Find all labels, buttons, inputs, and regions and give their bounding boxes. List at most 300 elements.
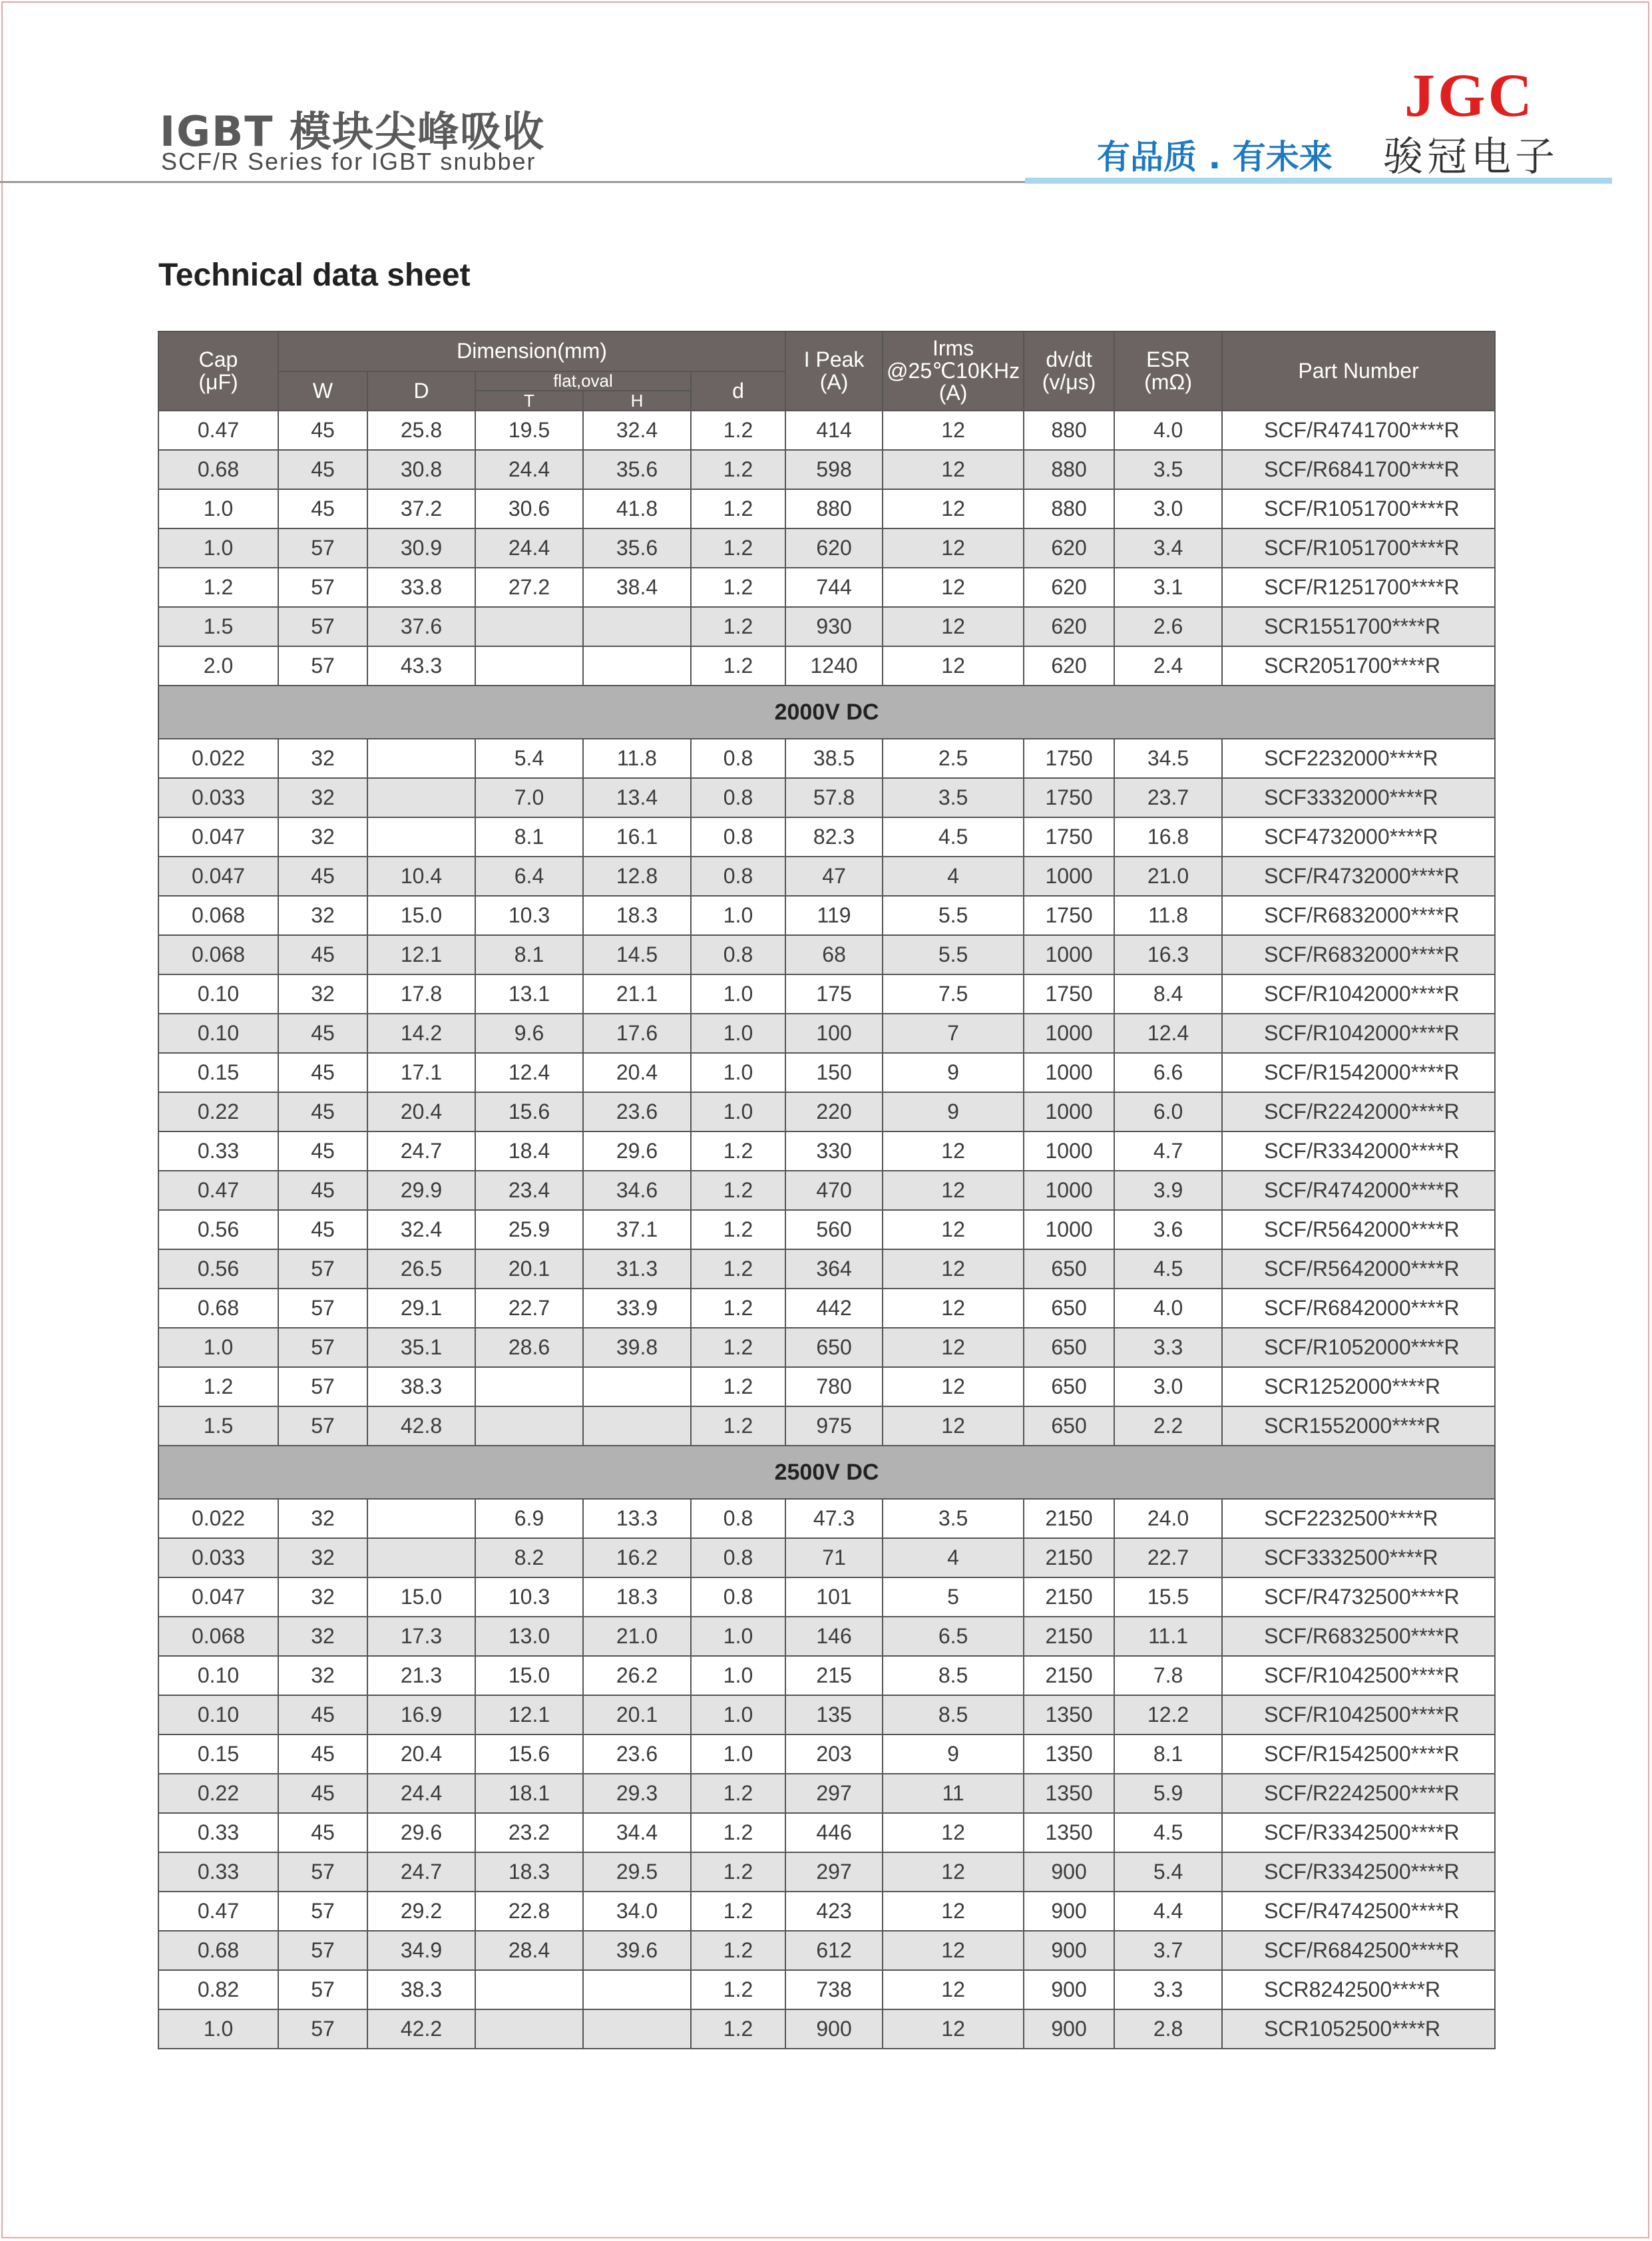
- cell-lead-d: 1.0: [691, 1014, 785, 1053]
- cell-irms: 4: [883, 1538, 1024, 1577]
- cell-lead-d: 0.8: [691, 935, 785, 974]
- cell-t: [475, 1970, 583, 2009]
- cell-h: 26.2: [583, 1656, 691, 1695]
- cell-cap: 0.15: [158, 1053, 278, 1092]
- cell-irms: 6.5: [883, 1617, 1024, 1656]
- cell-lead-d: 1.2: [691, 1131, 785, 1171]
- cell-lead-d: 1.0: [691, 1695, 785, 1734]
- cell-dvdt: 1750: [1024, 817, 1114, 857]
- cell-ipeak: 100: [785, 1014, 883, 1053]
- cell-ipeak: 135: [785, 1695, 883, 1734]
- cell-ipeak: 930: [785, 607, 883, 646]
- cell-t: 19.5: [475, 411, 583, 450]
- cell-cap: 1.2: [158, 568, 278, 607]
- cell-ipeak: 330: [785, 1131, 883, 1171]
- cell-cap: 0.022: [158, 1499, 278, 1538]
- cell-ipeak: 446: [785, 1813, 883, 1852]
- cell-cap: 0.068: [158, 1617, 278, 1656]
- cell-h: [583, 2009, 691, 2049]
- cell-lead-d: 1.2: [691, 607, 785, 646]
- cell-part-number: SCF/R1542000****R: [1222, 1053, 1495, 1092]
- col-part-number: Part Number: [1222, 331, 1495, 411]
- col-dvdt: [1024, 331, 1114, 411]
- cell-esr: 16.8: [1114, 817, 1222, 857]
- cell-d: 30.9: [367, 528, 475, 568]
- cell-t: 22.8: [475, 1892, 583, 1931]
- cell-part-number: SCF/R1052000****R: [1222, 1328, 1495, 1367]
- cell-cap: 2.0: [158, 646, 278, 686]
- cell-cap: 0.33: [158, 1852, 278, 1892]
- col-t: T: [475, 391, 583, 411]
- cell-esr: 3.0: [1114, 1367, 1222, 1406]
- catalog-subtitle: SCF/R Series for IGBT snubber: [161, 148, 536, 175]
- cell-lead-d: 1.0: [691, 1053, 785, 1092]
- cell-cap: 0.10: [158, 1695, 278, 1734]
- cell-cap: 0.68: [158, 450, 278, 489]
- cell-ipeak: 650: [785, 1328, 883, 1367]
- cell-irms: 3.5: [883, 778, 1024, 817]
- cell-irms: 2.5: [883, 739, 1024, 778]
- cell-dvdt: 1750: [1024, 739, 1114, 778]
- cell-d: 29.2: [367, 1892, 475, 1931]
- cell-d: 29.6: [367, 1813, 475, 1852]
- cell-irms: 12: [883, 1970, 1024, 2009]
- col-irms: [883, 331, 1024, 411]
- cell-w: 32: [278, 739, 367, 778]
- cell-dvdt: 1000: [1024, 1014, 1114, 1053]
- cell-w: 32: [278, 1617, 367, 1656]
- cell-t: [475, 1367, 583, 1406]
- cell-w: 57: [278, 1249, 367, 1289]
- cell-esr: 23.7: [1114, 778, 1222, 817]
- table-row: [158, 1014, 1495, 1053]
- cell-d: 38.3: [367, 1367, 475, 1406]
- cell-h: 32.4: [583, 411, 691, 450]
- cell-cap: 0.15: [158, 1734, 278, 1774]
- cell-esr: 4.5: [1114, 1813, 1222, 1852]
- cell-esr: 22.7: [1114, 1538, 1222, 1577]
- col-h: H: [583, 391, 691, 411]
- cell-esr: 15.5: [1114, 1577, 1222, 1617]
- cell-irms: 12: [883, 1813, 1024, 1852]
- cell-d: 16.9: [367, 1695, 475, 1734]
- cell-part-number: SCF/R1051700****R: [1222, 528, 1495, 568]
- cell-d: [367, 1499, 475, 1538]
- cell-h: 16.2: [583, 1538, 691, 1577]
- table-row: [158, 1131, 1495, 1171]
- cell-esr: 6.0: [1114, 1092, 1222, 1131]
- cell-h: 13.3: [583, 1499, 691, 1538]
- cell-cap: 0.47: [158, 411, 278, 450]
- cell-part-number: SCF/R4742000****R: [1222, 1171, 1495, 1210]
- cell-ipeak: 612: [785, 1931, 883, 1970]
- cell-lead-d: 1.2: [691, 1774, 785, 1813]
- cell-t: 23.2: [475, 1813, 583, 1852]
- cell-dvdt: 1000: [1024, 935, 1114, 974]
- cell-d: 34.9: [367, 1931, 475, 1970]
- cell-esr: 4.0: [1114, 411, 1222, 450]
- cell-ipeak: 175: [785, 974, 883, 1014]
- cell-lead-d: 1.2: [691, 450, 785, 489]
- cell-esr: 8.1: [1114, 1734, 1222, 1774]
- table-row: [158, 2009, 1495, 2049]
- cell-esr: 3.6: [1114, 1210, 1222, 1249]
- cell-w: 45: [278, 1210, 367, 1249]
- cell-esr: 3.7: [1114, 1931, 1222, 1970]
- cell-cap: 0.56: [158, 1249, 278, 1289]
- cell-d: [367, 778, 475, 817]
- cell-dvdt: 900: [1024, 1931, 1114, 1970]
- cell-esr: 16.3: [1114, 935, 1222, 974]
- cell-part-number: SCF/R6832000****R: [1222, 935, 1495, 974]
- cell-w: 57: [278, 1892, 367, 1931]
- cell-t: 5.4: [475, 739, 583, 778]
- cell-h: 39.6: [583, 1931, 691, 1970]
- cell-d: 26.5: [367, 1249, 475, 1289]
- cell-dvdt: 1000: [1024, 1210, 1114, 1249]
- cell-esr: 3.0: [1114, 489, 1222, 528]
- cell-esr: 8.4: [1114, 974, 1222, 1014]
- cell-t: 7.0: [475, 778, 583, 817]
- cell-t: 24.4: [475, 450, 583, 489]
- cell-ipeak: 975: [785, 1406, 883, 1446]
- cell-esr: 7.8: [1114, 1656, 1222, 1695]
- cell-d: 43.3: [367, 646, 475, 686]
- cell-esr: 2.2: [1114, 1406, 1222, 1446]
- cell-cap: 0.56: [158, 1210, 278, 1249]
- cell-ipeak: 442: [785, 1289, 883, 1328]
- table-row: [158, 411, 1495, 450]
- cell-d: [367, 1538, 475, 1577]
- cell-dvdt: 880: [1024, 411, 1114, 450]
- table-row: [158, 1813, 1495, 1852]
- cell-lead-d: 1.2: [691, 1171, 785, 1210]
- cell-cap: 0.047: [158, 817, 278, 857]
- col-cap-unit: (μF): [198, 369, 238, 394]
- cell-lead-d: 1.2: [691, 411, 785, 450]
- cell-lead-d: 1.2: [691, 1852, 785, 1892]
- cell-d: 20.4: [367, 1734, 475, 1774]
- cell-part-number: SCF2232500****R: [1222, 1499, 1495, 1538]
- voltage-section-label: 2500V DC: [158, 1446, 1495, 1499]
- cell-dvdt: 2150: [1024, 1538, 1114, 1577]
- cell-esr: 21.0: [1114, 857, 1222, 896]
- cell-w: 57: [278, 1328, 367, 1367]
- table-row: [158, 1656, 1495, 1695]
- cell-part-number: SCF/R2242000****R: [1222, 1092, 1495, 1131]
- cell-w: 57: [278, 607, 367, 646]
- cell-w: 57: [278, 528, 367, 568]
- cell-dvdt: 1000: [1024, 857, 1114, 896]
- cell-h: [583, 1367, 691, 1406]
- cell-part-number: SCF/R3342000****R: [1222, 1131, 1495, 1171]
- cell-h: 21.0: [583, 1617, 691, 1656]
- cell-irms: 12: [883, 1171, 1024, 1210]
- cell-dvdt: 900: [1024, 1970, 1114, 2009]
- cell-esr: 6.6: [1114, 1053, 1222, 1092]
- cell-irms: 12: [883, 411, 1024, 450]
- cell-irms: 12: [883, 1367, 1024, 1406]
- cell-irms: 9: [883, 1734, 1024, 1774]
- cell-d: 15.0: [367, 1577, 475, 1617]
- cell-cap: 0.068: [158, 935, 278, 974]
- cell-esr: 24.0: [1114, 1499, 1222, 1538]
- cell-h: 34.0: [583, 1892, 691, 1931]
- cell-cap: 1.5: [158, 1406, 278, 1446]
- cell-part-number: SCF/R4732000****R: [1222, 857, 1495, 896]
- cell-w: 32: [278, 1499, 367, 1538]
- cell-lead-d: 1.2: [691, 1892, 785, 1931]
- cell-t: 10.3: [475, 896, 583, 935]
- cell-ipeak: 738: [785, 1970, 883, 2009]
- cell-d: [367, 817, 475, 857]
- cell-esr: 5.9: [1114, 1774, 1222, 1813]
- table-row: [158, 1774, 1495, 1813]
- cell-dvdt: 650: [1024, 1406, 1114, 1446]
- cell-lead-d: 1.2: [691, 1289, 785, 1328]
- col-ipeak: [785, 331, 883, 411]
- cell-h: 18.3: [583, 1577, 691, 1617]
- cell-part-number: SCF/R6842500****R: [1222, 1931, 1495, 1970]
- cell-dvdt: 1000: [1024, 1092, 1114, 1131]
- cell-t: 13.0: [475, 1617, 583, 1656]
- cell-dvdt: 2150: [1024, 1499, 1114, 1538]
- cell-w: 57: [278, 1970, 367, 2009]
- cell-part-number: SCF/R3342500****R: [1222, 1813, 1495, 1852]
- cell-w: 57: [278, 646, 367, 686]
- cell-t: 10.3: [475, 1577, 583, 1617]
- cell-ipeak: 598: [785, 450, 883, 489]
- cell-part-number: SCR1252000****R: [1222, 1367, 1495, 1406]
- cell-irms: 12: [883, 450, 1024, 489]
- cell-part-number: SCF/R6832000****R: [1222, 896, 1495, 935]
- cell-ipeak: 297: [785, 1774, 883, 1813]
- cell-d: 24.7: [367, 1131, 475, 1171]
- cell-h: [583, 607, 691, 646]
- cell-w: 45: [278, 935, 367, 974]
- cell-h: 17.6: [583, 1014, 691, 1053]
- cell-part-number: SCF4732000****R: [1222, 817, 1495, 857]
- cell-ipeak: 1240: [785, 646, 883, 686]
- cell-ipeak: 82.3: [785, 817, 883, 857]
- col-cap: [158, 331, 278, 411]
- cell-lead-d: 1.2: [691, 1406, 785, 1446]
- cell-esr: 4.5: [1114, 1249, 1222, 1289]
- cell-lead-d: 1.2: [691, 646, 785, 686]
- cell-t: 15.6: [475, 1734, 583, 1774]
- cell-dvdt: 1350: [1024, 1695, 1114, 1734]
- table-row: [158, 1852, 1495, 1892]
- cell-irms: 12: [883, 646, 1024, 686]
- cell-irms: 7.5: [883, 974, 1024, 1014]
- cell-esr: 5.4: [1114, 1852, 1222, 1892]
- cell-t: 18.1: [475, 1774, 583, 1813]
- cell-lead-d: 0.8: [691, 857, 785, 896]
- cell-t: 25.9: [475, 1210, 583, 1249]
- cell-ipeak: 620: [785, 528, 883, 568]
- col-irms-unit: (A): [938, 381, 968, 405]
- cell-h: 37.1: [583, 1210, 691, 1249]
- cell-dvdt: 880: [1024, 489, 1114, 528]
- cell-d: 35.1: [367, 1328, 475, 1367]
- cell-lead-d: 1.2: [691, 568, 785, 607]
- cell-part-number: SCF2232000****R: [1222, 739, 1495, 778]
- cell-lead-d: 1.0: [691, 1617, 785, 1656]
- cell-lead-d: 1.2: [691, 1210, 785, 1249]
- cell-w: 45: [278, 1774, 367, 1813]
- cell-h: [583, 1406, 691, 1446]
- cell-ipeak: 560: [785, 1210, 883, 1249]
- cell-ipeak: 47: [785, 857, 883, 896]
- cell-esr: 34.5: [1114, 739, 1222, 778]
- table-row: [158, 450, 1495, 489]
- cell-h: 29.3: [583, 1774, 691, 1813]
- table-row: [158, 857, 1495, 896]
- cell-irms: 8.5: [883, 1656, 1024, 1695]
- cell-irms: 12: [883, 489, 1024, 528]
- cell-t: [475, 646, 583, 686]
- cell-part-number: SCF/R5642000****R: [1222, 1249, 1495, 1289]
- cell-part-number: SCF3332500****R: [1222, 1538, 1495, 1577]
- col-d-upper: D: [367, 371, 475, 411]
- cell-part-number: SCF/R4742500****R: [1222, 1892, 1495, 1931]
- cell-h: 35.6: [583, 528, 691, 568]
- cell-d: 42.8: [367, 1406, 475, 1446]
- cell-esr: 2.6: [1114, 607, 1222, 646]
- cell-w: 57: [278, 1931, 367, 1970]
- cell-irms: 5: [883, 1577, 1024, 1617]
- col-w: W: [278, 371, 367, 411]
- table-row: [158, 739, 1495, 778]
- cell-d: 29.9: [367, 1171, 475, 1210]
- cell-ipeak: 38.5: [785, 739, 883, 778]
- cell-d: 29.1: [367, 1289, 475, 1328]
- table-body: [158, 411, 1495, 2049]
- cell-cap: 0.10: [158, 974, 278, 1014]
- cell-t: 28.6: [475, 1328, 583, 1367]
- cell-cap: 0.10: [158, 1014, 278, 1053]
- cell-h: 14.5: [583, 935, 691, 974]
- cell-h: [583, 1970, 691, 2009]
- cell-cap: 0.22: [158, 1774, 278, 1813]
- cell-lead-d: 1.2: [691, 1249, 785, 1289]
- catalog-title: IGBT 模块尖峰吸收: [160, 107, 546, 156]
- table-row: [158, 1328, 1495, 1367]
- table-row: [158, 1289, 1495, 1328]
- tech-data-table: [158, 331, 1496, 2049]
- cell-t: 8.2: [475, 1538, 583, 1577]
- cell-irms: 12: [883, 568, 1024, 607]
- cell-irms: 8.5: [883, 1695, 1024, 1734]
- cell-cap: 0.033: [158, 778, 278, 817]
- cell-t: 18.4: [475, 1131, 583, 1171]
- cell-dvdt: 620: [1024, 607, 1114, 646]
- col-ipeak-label: I Peak: [803, 347, 865, 372]
- cell-t: 8.1: [475, 935, 583, 974]
- cell-w: 45: [278, 857, 367, 896]
- cell-d: 17.8: [367, 974, 475, 1014]
- cell-t: 22.7: [475, 1289, 583, 1328]
- cell-h: 34.4: [583, 1813, 691, 1852]
- table-row: [158, 1092, 1495, 1131]
- cell-t: 9.6: [475, 1014, 583, 1053]
- cell-cap: 0.10: [158, 1656, 278, 1695]
- col-irms-label: Irms: [932, 336, 974, 361]
- table-row: [158, 528, 1495, 568]
- cell-cap: 1.0: [158, 2009, 278, 2049]
- table-row: [158, 568, 1495, 607]
- table-row: [158, 1617, 1495, 1656]
- cell-dvdt: 900: [1024, 1892, 1114, 1931]
- header-rule-grey: [0, 181, 1028, 183]
- cell-dvdt: 2150: [1024, 1617, 1114, 1656]
- cell-part-number: SCF/R1042500****R: [1222, 1695, 1495, 1734]
- cell-ipeak: 150: [785, 1053, 883, 1092]
- cell-h: 12.8: [583, 857, 691, 896]
- cell-esr: 12.2: [1114, 1695, 1222, 1734]
- cell-ipeak: 470: [785, 1171, 883, 1210]
- cell-part-number: SCF/R1251700****R: [1222, 568, 1495, 607]
- cell-lead-d: 1.2: [691, 1367, 785, 1406]
- section-row: [158, 686, 1495, 739]
- cell-part-number: SCF/R1051700****R: [1222, 489, 1495, 528]
- cell-irms: 11: [883, 1774, 1024, 1813]
- cell-d: [367, 739, 475, 778]
- brand-name: 骏冠电子: [1383, 134, 1559, 180]
- cell-d: 24.4: [367, 1774, 475, 1813]
- cell-cap: 0.68: [158, 1289, 278, 1328]
- cell-irms: 12: [883, 528, 1024, 568]
- col-d-lower: d: [691, 371, 785, 411]
- cell-d: 37.2: [367, 489, 475, 528]
- cell-cap: 0.22: [158, 1092, 278, 1131]
- cell-dvdt: 900: [1024, 1852, 1114, 1892]
- table-row: [158, 935, 1495, 974]
- cell-irms: 12: [883, 1131, 1024, 1171]
- cell-w: 45: [278, 489, 367, 528]
- cell-t: [475, 1406, 583, 1446]
- cell-w: 32: [278, 1538, 367, 1577]
- cell-ipeak: 297: [785, 1852, 883, 1892]
- cell-part-number: SCF/R6842000****R: [1222, 1289, 1495, 1328]
- cell-esr: 3.9: [1114, 1171, 1222, 1210]
- brand-slogan: 有品质 . 有未来: [1097, 138, 1333, 176]
- cell-w: 45: [278, 1014, 367, 1053]
- table-row: [158, 1499, 1495, 1538]
- cell-part-number: SCF/R1042500****R: [1222, 1656, 1495, 1695]
- cell-w: 45: [278, 450, 367, 489]
- cell-esr: 4.7: [1114, 1131, 1222, 1171]
- cell-lead-d: 0.8: [691, 739, 785, 778]
- cell-esr: 3.3: [1114, 1970, 1222, 2009]
- col-ipeak-unit: (A): [819, 369, 849, 394]
- cell-ipeak: 364: [785, 1249, 883, 1289]
- cell-cap: 0.068: [158, 896, 278, 935]
- cell-t: 23.4: [475, 1171, 583, 1210]
- table-row: [158, 896, 1495, 935]
- table-row: [158, 778, 1495, 817]
- cell-t: 13.1: [475, 974, 583, 1014]
- cell-irms: 5.5: [883, 935, 1024, 974]
- cell-lead-d: 1.2: [691, 1328, 785, 1367]
- cell-esr: 3.5: [1114, 450, 1222, 489]
- cell-irms: 9: [883, 1053, 1024, 1092]
- col-flat-oval: flat,oval: [475, 371, 691, 391]
- voltage-section-label: 2000V DC: [158, 686, 1495, 739]
- cell-dvdt: 1000: [1024, 1053, 1114, 1092]
- table-row: [158, 1970, 1495, 2009]
- cell-h: [583, 646, 691, 686]
